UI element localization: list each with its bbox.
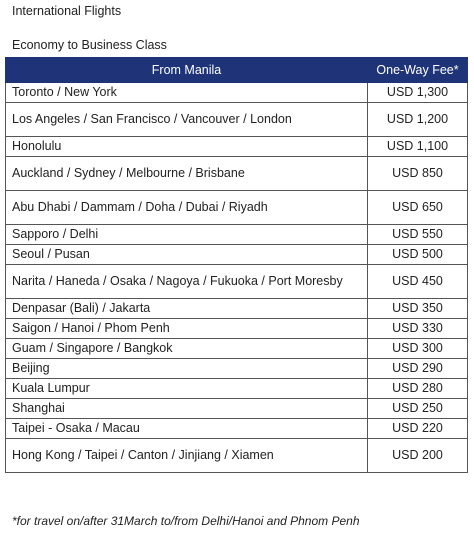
fee-cell: USD 280 bbox=[368, 379, 468, 399]
route-cell: Narita / Haneda / Osaka / Nagoya / Fukuoka / Port Moresby bbox=[6, 265, 368, 299]
fee-table bbox=[5, 57, 468, 473]
fee-cell: USD 350 bbox=[368, 299, 468, 319]
fee-cell: USD 200 bbox=[368, 439, 468, 473]
fee-cell: USD 1,300 bbox=[368, 83, 468, 103]
table-row bbox=[6, 225, 468, 245]
fee-cell: USD 1,100 bbox=[368, 137, 468, 157]
fee-cell: USD 290 bbox=[368, 359, 468, 379]
route-cell: Denpasar (Bali) / Jakarta bbox=[6, 299, 368, 319]
column-header-fee: One-Way Fee* bbox=[368, 58, 468, 83]
route-cell: Seoul / Pusan bbox=[6, 245, 368, 265]
table-header-row bbox=[6, 58, 468, 83]
fee-cell: USD 850 bbox=[368, 157, 468, 191]
footnote: *for travel on/after 31March to/from Delhi/Hanoi and Phnom Penh bbox=[12, 514, 360, 528]
column-header-origin: From Manila bbox=[6, 58, 368, 83]
table-row bbox=[6, 319, 468, 339]
table-row bbox=[6, 299, 468, 319]
table-row bbox=[6, 379, 468, 399]
table-row bbox=[6, 191, 468, 225]
table-row bbox=[6, 359, 468, 379]
table-row bbox=[6, 439, 468, 473]
table-row bbox=[6, 137, 468, 157]
route-cell: Auckland / Sydney / Melbourne / Brisbane bbox=[6, 157, 368, 191]
fee-cell: USD 450 bbox=[368, 265, 468, 299]
table-row bbox=[6, 83, 468, 103]
table-row bbox=[6, 419, 468, 439]
table-row bbox=[6, 157, 468, 191]
table-row bbox=[6, 399, 468, 419]
route-cell: Beijing bbox=[6, 359, 368, 379]
fee-cell: USD 1,200 bbox=[368, 103, 468, 137]
route-cell: Toronto / New York bbox=[6, 83, 368, 103]
route-cell: Hong Kong / Taipei / Canton / Jinjiang / Xiamen bbox=[6, 439, 368, 473]
route-cell: Honolulu bbox=[6, 137, 368, 157]
route-cell: Shanghai bbox=[6, 399, 368, 419]
route-cell: Kuala Lumpur bbox=[6, 379, 368, 399]
table-row bbox=[6, 103, 468, 137]
page-subtitle: Economy to Business Class bbox=[12, 38, 167, 52]
table-row bbox=[6, 339, 468, 359]
route-cell: Guam / Singapore / Bangkok bbox=[6, 339, 368, 359]
route-cell: Los Angeles / San Francisco / Vancouver / London bbox=[6, 103, 368, 137]
table-row bbox=[6, 265, 468, 299]
route-cell: Taipei - Osaka / Macau bbox=[6, 419, 368, 439]
fee-cell: USD 650 bbox=[368, 191, 468, 225]
fee-cell: USD 330 bbox=[368, 319, 468, 339]
route-cell: Saigon / Hanoi / Phom Penh bbox=[6, 319, 368, 339]
fee-cell: USD 220 bbox=[368, 419, 468, 439]
fee-cell: USD 500 bbox=[368, 245, 468, 265]
fee-cell: USD 250 bbox=[368, 399, 468, 419]
table-body bbox=[6, 83, 468, 473]
route-cell: Abu Dhabi / Dammam / Doha / Dubai / Riyadh bbox=[6, 191, 368, 225]
table-row bbox=[6, 245, 468, 265]
fee-cell: USD 550 bbox=[368, 225, 468, 245]
page-title: International Flights bbox=[12, 4, 122, 18]
route-cell: Sapporo / Delhi bbox=[6, 225, 368, 245]
fee-cell: USD 300 bbox=[368, 339, 468, 359]
